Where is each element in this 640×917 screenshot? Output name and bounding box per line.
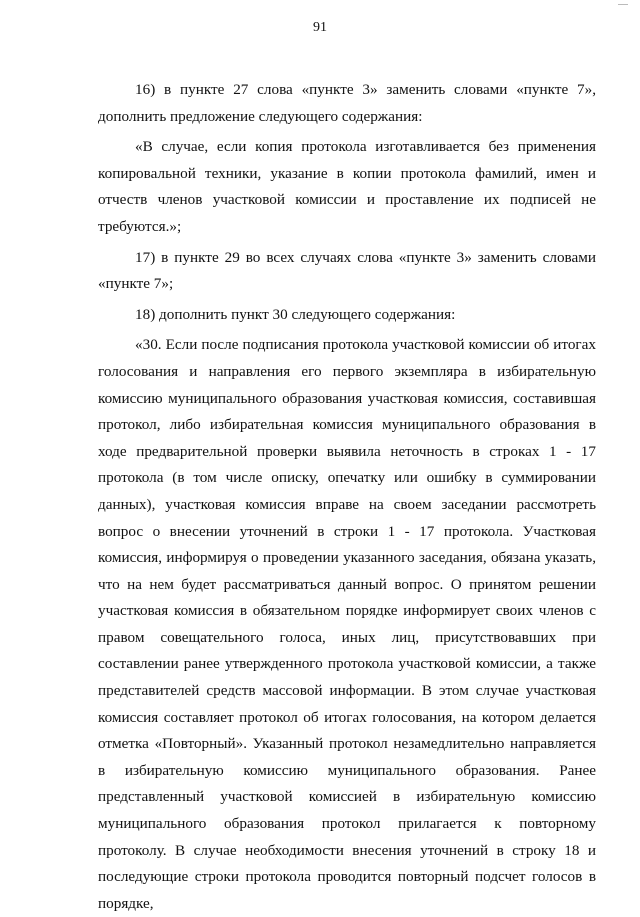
scan-mark <box>618 4 628 5</box>
paragraph-quote-copy-protocol: «В случае, если копия протокола изготавливается без применения копировальной техники, указание в копии протокола фамилий, имен и отчеств членов участковой комиссии и проставление их подписей не требуются.»; <box>98 138 596 235</box>
paragraph-item-16: 16) в пункте 27 слова «пункте 3» заменить словами «пункте 7», дополнить предложение следующего содержания: <box>98 81 596 125</box>
paragraph-point-30: «30. Если после подписания протокола участковой комиссии об итогах голосования и направления его первого экземпляра в избирательную комиссию муниципального образования участковая комиссия, составившая протокол, либо избирательная комиссия муниципального образования в ходе предварительной проверки выявила неточность в строках 1 - 17 протокола (в том числе описку, опечатку или ошибку в суммировании данных), участковая комиссия вправе на своем заседании рассмотреть вопрос о внесении уточнений в строки 1 - 17 протокола. Участковая комиссия, информируя о проведении указанного заседания, обязана указать, что на нем будет рассматриваться данный вопрос. О принятом решении участковая комиссия в обязательном порядке информирует своих членов с правом совещательного голоса, иных лиц, присутствовавших при составлении ранее утвержденного протокола участковой комиссии, а также представителей средств массовой информации. В этом случае участковая комиссия составляет протокол об итогах голосования, на котором делается отметка «Повторный». Указанный протокол незамедлительно направляется в избирательную комиссию муниципального образования. Ранее представленный участковой комиссией в избирательную комиссию муниципального образования протокол прилагается к повторному протоколу. В случае необходимости внесения уточнений в строку 18 и последующие строки протокола проводится повторный подсчет голосов в порядке, <box>98 336 596 912</box>
paragraph-item-17: 17) в пункте 29 во всех случаях слова «пункте 3» заменить словами «пункте 7»; <box>98 248 596 293</box>
document-body <box>98 77 596 917</box>
page-number: 91 <box>313 20 327 35</box>
paragraph-item-18: 18) дополнить пункт 30 следующего содержания: <box>135 305 456 323</box>
